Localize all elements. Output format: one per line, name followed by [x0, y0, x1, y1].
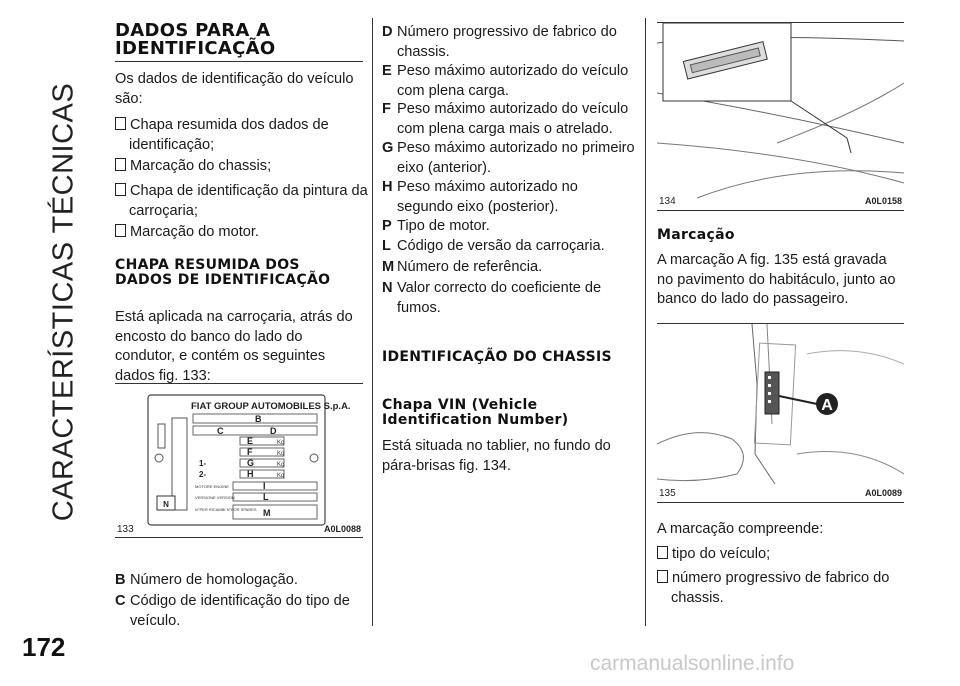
paragraph: A marcação A fig. 135 está gravada no pavimento do habitáculo, junto ao banco do lado do passageiro.	[657, 252, 896, 307]
legend-item: M Número de referência.	[382, 259, 543, 275]
plate-n-label: N	[163, 500, 169, 509]
plate-row-label: 1-	[199, 459, 207, 468]
figure-number: 133	[117, 524, 134, 535]
legend-item: G Peso máximo autorizado no primeiro eixo (anterior).	[382, 140, 635, 176]
figure-number: 134	[659, 196, 676, 207]
kg-label: Kg	[277, 440, 285, 446]
plate-letter: L	[263, 492, 269, 502]
plate-row-label: 2-	[199, 470, 207, 479]
figure-code: A0L0088	[323, 524, 361, 534]
main-heading: DADOS PARA A IDENTIFICAÇÃO	[115, 20, 276, 59]
intro-text: Os dados de identificação do veículo são:	[115, 71, 354, 107]
heading-rule	[115, 61, 363, 62]
checkbox-bullet-icon	[657, 570, 668, 583]
list-item: Chapa resumida dos dados de identificação;	[115, 116, 374, 155]
plate-small-label: MOTORE ENGINE	[195, 484, 229, 489]
callout-a: A	[821, 397, 833, 414]
legend-item: F Peso máximo autorizado do veículo com plena carga mais o atrelado.	[382, 101, 629, 137]
plate-letter: I	[263, 481, 266, 491]
list-item: tipo do veículo;	[657, 545, 918, 565]
list-item: Chapa de identificação da pintura da carroçaria;	[115, 182, 377, 221]
plate-letter: E	[247, 436, 254, 446]
section-title-vertical	[34, 22, 94, 582]
page-number: 172	[22, 632, 66, 662]
kg-label: Kg	[277, 473, 285, 479]
paragraph: Está aplicada na carroçaria, atrás do encosto do banco do lado do condutor, e contém os seguintes dados fig. 133:	[115, 309, 353, 384]
list-item: número progressivo de fabrico do chassis.	[657, 569, 918, 608]
kg-label: Kg	[277, 462, 285, 468]
list-item: Marcação do chassis;	[115, 157, 374, 177]
figure-number: 135	[659, 488, 676, 499]
kg-label: Kg	[277, 451, 285, 457]
paragraph: Está situada no tablier, no fundo do pára-brisas fig. 134.	[382, 438, 611, 474]
plate-letter: H	[247, 469, 254, 479]
subheading: CHAPA RESUMIDA DOS DADOS DE IDENTIFICAÇÃO	[115, 257, 331, 288]
plate-letter: D	[270, 426, 277, 436]
legend-item: N Valor correcto do coeficiente de fumos.	[382, 280, 602, 316]
plate-small-label: N°PER RICAMBI N°FOR SPARES	[195, 507, 257, 512]
legend-item: L Código de versão da carroçaria.	[382, 238, 605, 254]
subheading: Marcação	[657, 227, 735, 243]
plate-letter: G	[247, 458, 255, 468]
plate-small-label: VERSIONE VERSION	[195, 495, 235, 500]
plate-letter: F	[247, 447, 253, 457]
legend-item: B Número de homologação.	[115, 572, 298, 588]
figure-code: A0L0089	[864, 488, 902, 498]
column-divider	[645, 18, 646, 626]
intro-text: A marcação compreende:	[657, 521, 824, 537]
plate-letter: C	[217, 426, 224, 436]
subheading: Chapa VIN (Vehicle Identification Number)	[382, 397, 569, 428]
id-plate-illustration	[115, 384, 363, 537]
checkbox-bullet-icon	[115, 158, 126, 171]
plate-letter: M	[263, 508, 271, 518]
legend-item: D Número progressivo de fabrico do chassis.	[382, 24, 617, 60]
plate-letter: B	[255, 414, 262, 424]
checkbox-bullet-icon	[657, 546, 668, 559]
list-item: Marcação do motor.	[115, 223, 374, 243]
checkbox-bullet-icon	[115, 183, 126, 196]
figure-134	[657, 23, 904, 211]
windshield-vin-illustration	[657, 23, 904, 210]
section-title-text: CARACTERÍSTICAS TÉCNICAS	[47, 82, 80, 522]
legend-item: E Peso máximo autorizado do veículo com plena carga.	[382, 63, 629, 99]
legend-item: C Código de identificação do tipo de veículo.	[115, 593, 350, 629]
legend-item: P Tipo de motor.	[382, 218, 490, 234]
figure-133	[115, 384, 363, 538]
plate-title: FIAT GROUP AUTOMOBILES S.p.A.	[191, 401, 351, 412]
checkbox-bullet-icon	[115, 224, 126, 237]
floor-marking-illustration	[657, 324, 904, 502]
figure-135	[657, 324, 904, 503]
column-divider	[372, 18, 373, 626]
checkbox-bullet-icon	[115, 117, 126, 130]
figure-code: A0L0158	[864, 196, 902, 206]
section-heading: IDENTIFICAÇÃO DO CHASSIS	[382, 349, 612, 365]
watermark: carmanualsonline.info	[590, 652, 795, 675]
legend-item: H Peso máximo autorizado no segundo eixo (posterior).	[382, 179, 578, 215]
